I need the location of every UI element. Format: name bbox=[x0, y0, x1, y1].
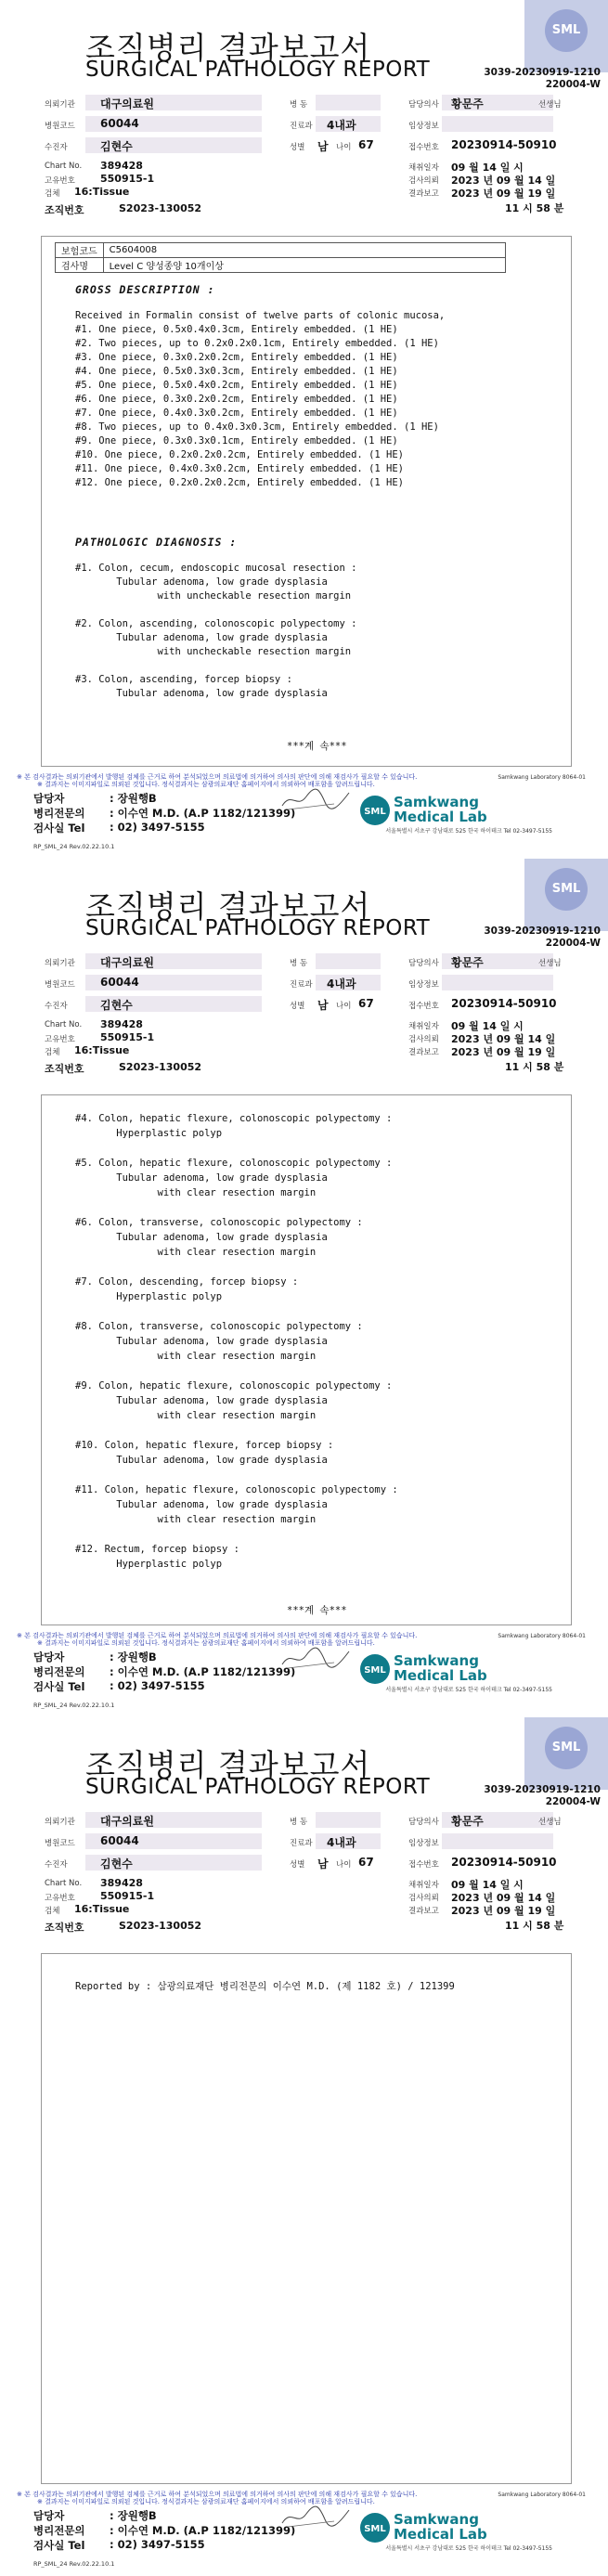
footer-notice: ※ 본 검사결과는 의뢰기관에서 발행된 검체를 근거로 하여 분석되었으며 의료법에 의거하여 의사의 판단에 의해 재검사가 필요할 수 있습니다. bbox=[17, 773, 418, 781]
path-no-label: 조직번호 bbox=[45, 1063, 84, 1075]
lab-name-line-2: Medical Lab bbox=[394, 809, 487, 825]
dept-value: 4내과 bbox=[327, 119, 356, 132]
chart-code-value: 60044 bbox=[100, 1834, 139, 1847]
document-id bbox=[484, 1784, 601, 1808]
chartno-label: Chart No. bbox=[45, 1020, 83, 1029]
doctor-label: 담당의사 bbox=[408, 100, 439, 110]
patient-name: 김현수 bbox=[100, 1858, 133, 1871]
revision-code: RP_SML_24 Rev.02.22.10.1 bbox=[33, 2560, 115, 2568]
pathologist-label: 병리전문의 bbox=[33, 2524, 85, 2537]
ward-label: 병 동 bbox=[290, 100, 308, 110]
handler-value: : 장원행B bbox=[110, 2509, 157, 2522]
clinical-info-label: 임상정보 bbox=[408, 980, 439, 990]
gross-line: #4. One piece, 0.5x0.3x0.3cm, Entirely embedded. (1 HE) bbox=[75, 366, 398, 377]
age-label: 나이 bbox=[336, 1860, 352, 1870]
pathologist-label: 병리전문의 bbox=[33, 807, 85, 820]
sex-value: 남 bbox=[317, 999, 329, 1012]
id-value: 550915-1 bbox=[100, 173, 155, 185]
report-value: 2023 년 09 월 19 일 bbox=[451, 188, 556, 200]
revision-code: RP_SML_24 Rev.02.22.10.1 bbox=[33, 843, 115, 850]
collect-value: 09 월 14 일 시 bbox=[451, 1020, 524, 1032]
doctor-suffix: 선생님 bbox=[538, 959, 562, 968]
test-name-label: 검사명 bbox=[56, 258, 104, 273]
tel-label: 검사실 Tel bbox=[33, 2539, 85, 2552]
id-value: 550915-1 bbox=[100, 1890, 155, 1902]
age-value: 67 bbox=[358, 1856, 374, 1869]
institution-label: 의뢰기관 bbox=[45, 1818, 75, 1827]
diagnosis-line: Tubular adenoma, low grade dysplasia bbox=[75, 1455, 328, 1466]
tel-label: 검사실 Tel bbox=[33, 1680, 85, 1693]
request-label: 검사의뢰 bbox=[408, 176, 439, 186]
id-value: 550915-1 bbox=[100, 1031, 155, 1043]
handler-value: : 장원행B bbox=[110, 1650, 157, 1663]
diagnosis-line: #2. Colon, ascending, colonoscopic polypectomy : bbox=[75, 618, 357, 629]
document-id bbox=[484, 67, 601, 91]
collect-label: 채취일자 bbox=[408, 1022, 439, 1031]
doctor-value: 황문주 bbox=[451, 956, 484, 969]
institution-label: 의뢰기관 bbox=[45, 100, 75, 110]
diagnosis-title: PATHOLOGIC DIAGNOSIS : bbox=[75, 536, 238, 549]
report-value: 2023 년 09 월 19 일 bbox=[451, 1905, 556, 1917]
document-id-line-1: 3039-20230919-1210 bbox=[484, 1784, 601, 1795]
report-body-box bbox=[41, 1094, 572, 1625]
reception-label: 접수번호 bbox=[408, 143, 439, 152]
chartno-label: Chart No. bbox=[45, 1879, 83, 1888]
specimen-label: 검체 bbox=[45, 189, 60, 199]
age-label: 나이 bbox=[336, 1002, 352, 1011]
sex-label: 성별 bbox=[290, 1860, 305, 1870]
dept-label: 진료과 bbox=[290, 980, 313, 990]
patient-label: 수진자 bbox=[45, 1002, 68, 1011]
clinical-info-label: 임상정보 bbox=[408, 122, 439, 131]
request-value: 2023 년 09 월 14 일 bbox=[451, 175, 556, 187]
signature-icon bbox=[278, 2503, 353, 2531]
collect-value: 09 월 14 일 시 bbox=[451, 1879, 524, 1891]
document-id-line-2: 220004-W bbox=[545, 938, 601, 949]
document-id-line-2: 220004-W bbox=[545, 1796, 601, 1807]
footer-notice-blue: ※ 결과지는 이미지파일로 의뢰된 것입니다. 정식결과지는 삼광의료재단 홈페이지에서 의뢰하여 배포함을 알려드립니다. bbox=[37, 781, 375, 788]
dept-label: 진료과 bbox=[290, 1839, 313, 1848]
pathologist-value: : 이수연 M.D. (A.P 1182/121399) bbox=[110, 807, 296, 820]
diagnosis-line: Hyperplastic polyp bbox=[75, 1291, 223, 1302]
reception-value: 20230914-50910 bbox=[451, 138, 557, 151]
diagnosis-line: Tubular adenoma, low grade dysplasia bbox=[75, 576, 328, 588]
insurance-table bbox=[55, 242, 506, 273]
diagnosis-line: with clear resection margin bbox=[75, 1247, 317, 1258]
lab-name-line-1: Samkwang bbox=[394, 794, 479, 810]
footer-notice: ※ 본 검사결과는 의뢰기관에서 발행된 검체를 근거로 하여 분석되었으며 의료법에 의거하여 의사의 판단에 의해 재검사가 필요할 수 있습니다. bbox=[17, 1632, 418, 1639]
sex-label: 성별 bbox=[290, 1002, 305, 1011]
tel-value: : 02) 3497-5155 bbox=[110, 2538, 205, 2551]
report-title-korean: 조직병리 결과보고서 bbox=[85, 1747, 371, 1783]
svg-text:SML: SML bbox=[364, 807, 386, 817]
diagnosis-line: #12. Rectum, forcep biopsy : bbox=[75, 1544, 240, 1555]
continued-marker: ***계 속*** bbox=[287, 741, 347, 752]
patient-name: 김현수 bbox=[100, 999, 133, 1012]
pathologist-value: : 이수연 M.D. (A.P 1182/121399) bbox=[110, 2524, 296, 2537]
gross-line: #8. Two pieces, up to 0.4x0.3x0.3cm, Entirely embedded. (1 HE) bbox=[75, 421, 439, 433]
age-value: 67 bbox=[358, 138, 374, 151]
chart-code-value: 60044 bbox=[100, 976, 139, 989]
specimen-value: 16:Tissue bbox=[74, 186, 130, 198]
lab-name bbox=[394, 2512, 487, 2542]
diagnosis-line: Tubular adenoma, low grade dysplasia bbox=[75, 1172, 328, 1184]
footer-lab-code: Samkwang Laboratory 8064-01 bbox=[498, 774, 586, 781]
lab-name-line-2: Medical Lab bbox=[394, 1667, 487, 1684]
path-no-value: S2023-130052 bbox=[119, 1920, 202, 1932]
pathologist-value: : 이수연 M.D. (A.P 1182/121399) bbox=[110, 1665, 296, 1678]
revision-code: RP_SML_24 Rev.02.22.10.1 bbox=[33, 1702, 115, 1709]
diagnosis-line: #1. Colon, cecum, endoscopic mucosal resection : bbox=[75, 563, 357, 574]
report-body-box bbox=[41, 1953, 572, 2484]
sml-logo-icon: SML bbox=[545, 1727, 588, 1769]
lab-address: 서울특별시 서초구 강남대로 525 한국 하이테크 Tel 02-3497-5155 bbox=[385, 2545, 552, 2552]
clinical-info-label: 임상정보 bbox=[408, 1839, 439, 1848]
doctor-value: 황문주 bbox=[451, 1815, 484, 1828]
institution-value: 대구의료원 bbox=[100, 97, 154, 110]
report-value: 2023 년 09 월 19 일 bbox=[451, 1046, 556, 1058]
specimen-label: 검체 bbox=[45, 1907, 60, 1916]
report-label: 결과보고 bbox=[408, 1048, 439, 1057]
document-id bbox=[484, 926, 601, 950]
report-title-english: SURGICAL PATHOLOGY REPORT bbox=[85, 916, 431, 940]
diagnosis-line: #6. Colon, transverse, colonoscopic polypectomy : bbox=[75, 1217, 363, 1228]
report-title-korean: 조직병리 결과보고서 bbox=[85, 888, 371, 925]
diagnosis-line: with uncheckable resection margin bbox=[75, 646, 352, 657]
gross-line: #11. One piece, 0.4x0.3x0.2cm, Entirely embedded. (1 HE) bbox=[75, 463, 405, 474]
diagnosis-line: Tubular adenoma, low grade dysplasia bbox=[75, 632, 328, 643]
doctor-label: 담당의사 bbox=[408, 1818, 439, 1827]
dept-value: 4내과 bbox=[327, 1836, 356, 1849]
gross-line: #3. One piece, 0.3x0.2x0.2cm, Entirely embedded. (1 HE) bbox=[75, 352, 398, 363]
reception-label: 접수번호 bbox=[408, 1002, 439, 1011]
test-name-value: Level C 양성종양 10개이상 bbox=[103, 258, 505, 273]
svg-text:SML: SML bbox=[364, 2524, 386, 2534]
footer-notice-blue: ※ 결과지는 이미지파일로 의뢰된 것입니다. 정식결과지는 삼광의료재단 홈페이지에서 의뢰하여 배포함을 알려드립니다. bbox=[37, 2498, 375, 2505]
report-label: 결과보고 bbox=[408, 1907, 439, 1916]
chartno-value: 389428 bbox=[100, 1877, 143, 1889]
footer-lab-code: Samkwang Laboratory 8064-01 bbox=[498, 2492, 586, 2498]
sml-logo-icon: SML bbox=[545, 868, 588, 911]
gross-line: #7. One piece, 0.4x0.3x0.2cm, Entirely embedded. (1 HE) bbox=[75, 408, 398, 419]
diagnosis-line: #8. Colon, transverse, colonoscopic polypectomy : bbox=[75, 1321, 363, 1332]
report-page-3 bbox=[0, 1717, 608, 2576]
reception-label: 접수번호 bbox=[408, 1860, 439, 1870]
footer-notice: ※ 본 검사결과는 의뢰기관에서 발행된 검체를 근거로 하여 분석되었으며 의료법에 의거하여 의사의 판단에 의해 재검사가 필요할 수 있습니다. bbox=[17, 2491, 418, 2498]
lab-name-line-1: Samkwang bbox=[394, 1652, 479, 1669]
reception-value: 20230914-50910 bbox=[451, 1856, 557, 1869]
chart-code-label: 병원코드 bbox=[45, 122, 75, 131]
diagnosis-line: Hyperplastic polyp bbox=[75, 1559, 223, 1570]
chartno-value: 389428 bbox=[100, 1018, 143, 1030]
report-time: 11 시 58 분 bbox=[505, 1061, 564, 1073]
age-label: 나이 bbox=[336, 143, 352, 152]
path-no-label: 조직번호 bbox=[45, 204, 84, 216]
collect-value: 09 월 14 일 시 bbox=[451, 162, 524, 174]
doctor-label: 담당의사 bbox=[408, 959, 439, 968]
signature-icon bbox=[278, 785, 353, 813]
diagnosis-line: Tubular adenoma, low grade dysplasia bbox=[75, 1336, 328, 1347]
gross-line: Received in Formalin consist of twelve parts of colonic mucosa, bbox=[75, 310, 446, 321]
specimen-value: 16:Tissue bbox=[74, 1903, 130, 1915]
ward-label: 병 동 bbox=[290, 1818, 308, 1827]
report-title-korean: 조직병리 결과보고서 bbox=[85, 30, 371, 66]
sex-value: 남 bbox=[317, 1858, 329, 1871]
chartno-label: Chart No. bbox=[45, 162, 83, 171]
id-label: 고유번호 bbox=[45, 1035, 75, 1044]
diagnosis-line: Tubular adenoma, low grade dysplasia bbox=[75, 688, 328, 699]
pathologist-label: 병리전문의 bbox=[33, 1665, 85, 1678]
svg-text:SML: SML bbox=[364, 1665, 386, 1676]
lab-name-line-2: Medical Lab bbox=[394, 2526, 487, 2543]
doctor-value: 황문주 bbox=[451, 97, 484, 110]
report-label: 결과보고 bbox=[408, 189, 439, 199]
institution-value: 대구의료원 bbox=[100, 956, 154, 969]
patient-label: 수진자 bbox=[45, 1860, 68, 1870]
document-id-line-2: 220004-W bbox=[545, 79, 601, 90]
request-label: 검사의뢰 bbox=[408, 1035, 439, 1044]
gross-line: #2. Two pieces, up to 0.2x0.2x0.1cm, Entirely embedded. (1 HE) bbox=[75, 338, 439, 349]
report-time: 11 시 58 분 bbox=[505, 1920, 564, 1932]
dept-label: 진료과 bbox=[290, 122, 313, 131]
gross-line: #12. One piece, 0.2x0.2x0.2cm, Entirely embedded. (1 HE) bbox=[75, 477, 405, 488]
signature-icon bbox=[278, 1644, 353, 1672]
diagnosis-line: Tubular adenoma, low grade dysplasia bbox=[75, 1395, 328, 1406]
gross-line: #6. One piece, 0.3x0.2x0.2cm, Entirely embedded. (1 HE) bbox=[75, 394, 398, 405]
reported-by: Reported by : 삼광의료재단 병리전문의 이수연 M.D. (제 1182 호) / 121399 bbox=[75, 1981, 455, 1992]
diagnosis-line: Hyperplastic polyp bbox=[75, 1128, 223, 1139]
chart-code-value: 60044 bbox=[100, 117, 139, 130]
diagnosis-line: #11. Colon, hepatic flexure, colonoscopic polypectomy : bbox=[75, 1484, 398, 1495]
diagnosis-line: #3. Colon, ascending, forcep biopsy : bbox=[75, 674, 292, 685]
patient-name: 김현수 bbox=[100, 140, 133, 153]
request-label: 검사의뢰 bbox=[408, 1894, 439, 1903]
ins-code-label: 보험코드 bbox=[56, 243, 104, 258]
request-value: 2023 년 09 월 14 일 bbox=[451, 1892, 556, 1904]
gross-line: #5. One piece, 0.5x0.4x0.2cm, Entirely embedded. (1 HE) bbox=[75, 380, 398, 391]
dept-value: 4내과 bbox=[327, 977, 356, 990]
ward-label: 병 동 bbox=[290, 959, 308, 968]
logo-banner bbox=[524, 0, 608, 72]
diagnosis-line: with clear resection margin bbox=[75, 1410, 317, 1421]
diagnosis-line: with uncheckable resection margin bbox=[75, 590, 352, 602]
handler-label: 담당자 bbox=[33, 1650, 65, 1663]
collect-label: 채취일자 bbox=[408, 1881, 439, 1890]
lab-address: 서울특별시 서초구 강남대로 525 한국 하이테크 Tel 02-3497-5155 bbox=[385, 828, 552, 835]
diagnosis-line: Tubular adenoma, low grade dysplasia bbox=[75, 1499, 328, 1510]
collect-label: 채취일자 bbox=[408, 163, 439, 173]
request-value: 2023 년 09 월 14 일 bbox=[451, 1033, 556, 1045]
chartno-value: 389428 bbox=[100, 160, 143, 172]
gross-title: GROSS DESCRIPTION : bbox=[75, 283, 215, 296]
lab-name bbox=[394, 795, 487, 824]
report-title-english: SURGICAL PATHOLOGY REPORT bbox=[85, 1775, 431, 1799]
specimen-value: 16:Tissue bbox=[74, 1044, 130, 1056]
institution-label: 의뢰기관 bbox=[45, 959, 75, 968]
lab-name bbox=[394, 1653, 487, 1683]
handler-value: : 장원행B bbox=[110, 792, 157, 805]
id-label: 고유번호 bbox=[45, 176, 75, 186]
diagnosis-line: #7. Colon, descending, forcep biopsy : bbox=[75, 1276, 299, 1288]
sml-logo-icon: SML bbox=[545, 9, 588, 52]
logo-banner bbox=[524, 1717, 608, 1790]
handler-label: 담당자 bbox=[33, 792, 65, 805]
diagnosis-line: with clear resection margin bbox=[75, 1351, 317, 1362]
report-body-box bbox=[41, 236, 572, 767]
lab-address: 서울특별시 서초구 강남대로 525 한국 하이테크 Tel 02-3497-5155 bbox=[385, 1687, 552, 1693]
path-no-label: 조직번호 bbox=[45, 1922, 84, 1934]
tel-value: : 02) 3497-5155 bbox=[110, 1679, 205, 1692]
institution-value: 대구의료원 bbox=[100, 1815, 154, 1828]
path-no-value: S2023-130052 bbox=[119, 202, 202, 214]
gross-line: #10. One piece, 0.2x0.2x0.2cm, Entirely embedded. (1 HE) bbox=[75, 449, 405, 460]
diagnosis-line: #10. Colon, hepatic flexure, forcep biopsy : bbox=[75, 1440, 334, 1451]
diagnosis-line: #9. Colon, hepatic flexure, colonoscopic polypectomy : bbox=[75, 1380, 393, 1392]
tel-value: : 02) 3497-5155 bbox=[110, 821, 205, 834]
patient-label: 수진자 bbox=[45, 143, 68, 152]
gross-line: #9. One piece, 0.3x0.3x0.1cm, Entirely embedded. (1 HE) bbox=[75, 435, 398, 447]
diagnosis-line: Tubular adenoma, low grade dysplasia bbox=[75, 1232, 328, 1243]
specimen-label: 검체 bbox=[45, 1048, 60, 1057]
chart-code-label: 병원코드 bbox=[45, 980, 75, 990]
age-value: 67 bbox=[358, 997, 374, 1010]
footer-notice-blue: ※ 결과지는 이미지파일로 의뢰된 것입니다. 정식결과지는 삼광의료재단 홈페이지에서 의뢰하여 배포함을 알려드립니다. bbox=[37, 1639, 375, 1647]
report-page-1 bbox=[0, 0, 608, 859]
gross-line: #1. One piece, 0.5x0.4x0.3cm, Entirely embedded. (1 HE) bbox=[75, 324, 398, 335]
ins-code-value: C5604008 bbox=[103, 243, 505, 258]
report-page-2 bbox=[0, 859, 608, 1717]
footer-lab-code: Samkwang Laboratory 8064-01 bbox=[498, 1633, 586, 1639]
tel-label: 검사실 Tel bbox=[33, 822, 85, 835]
diagnosis-line: #4. Colon, hepatic flexure, colonoscopic polypectomy : bbox=[75, 1113, 393, 1124]
continued-marker: ***계 속*** bbox=[287, 1605, 347, 1616]
diagnosis-line: with clear resection margin bbox=[75, 1187, 317, 1198]
id-label: 고유번호 bbox=[45, 1894, 75, 1903]
report-title-english: SURGICAL PATHOLOGY REPORT bbox=[85, 58, 431, 82]
diagnosis-line: #5. Colon, hepatic flexure, colonoscopic polypectomy : bbox=[75, 1158, 393, 1169]
chart-code-label: 병원코드 bbox=[45, 1839, 75, 1848]
diagnosis-line: with clear resection margin bbox=[75, 1514, 317, 1525]
doctor-suffix: 선생님 bbox=[538, 1818, 562, 1827]
handler-label: 담당자 bbox=[33, 2509, 65, 2522]
document-id-line-1: 3039-20230919-1210 bbox=[484, 926, 601, 937]
path-no-value: S2023-130052 bbox=[119, 1061, 202, 1073]
reception-value: 20230914-50910 bbox=[451, 997, 557, 1010]
lab-name-line-1: Samkwang bbox=[394, 2511, 479, 2528]
sex-value: 남 bbox=[317, 140, 329, 153]
report-time: 11 시 58 분 bbox=[505, 202, 564, 214]
document-id-line-1: 3039-20230919-1210 bbox=[484, 67, 601, 78]
doctor-suffix: 선생님 bbox=[538, 100, 562, 110]
sex-label: 성별 bbox=[290, 143, 305, 152]
logo-banner bbox=[524, 859, 608, 931]
